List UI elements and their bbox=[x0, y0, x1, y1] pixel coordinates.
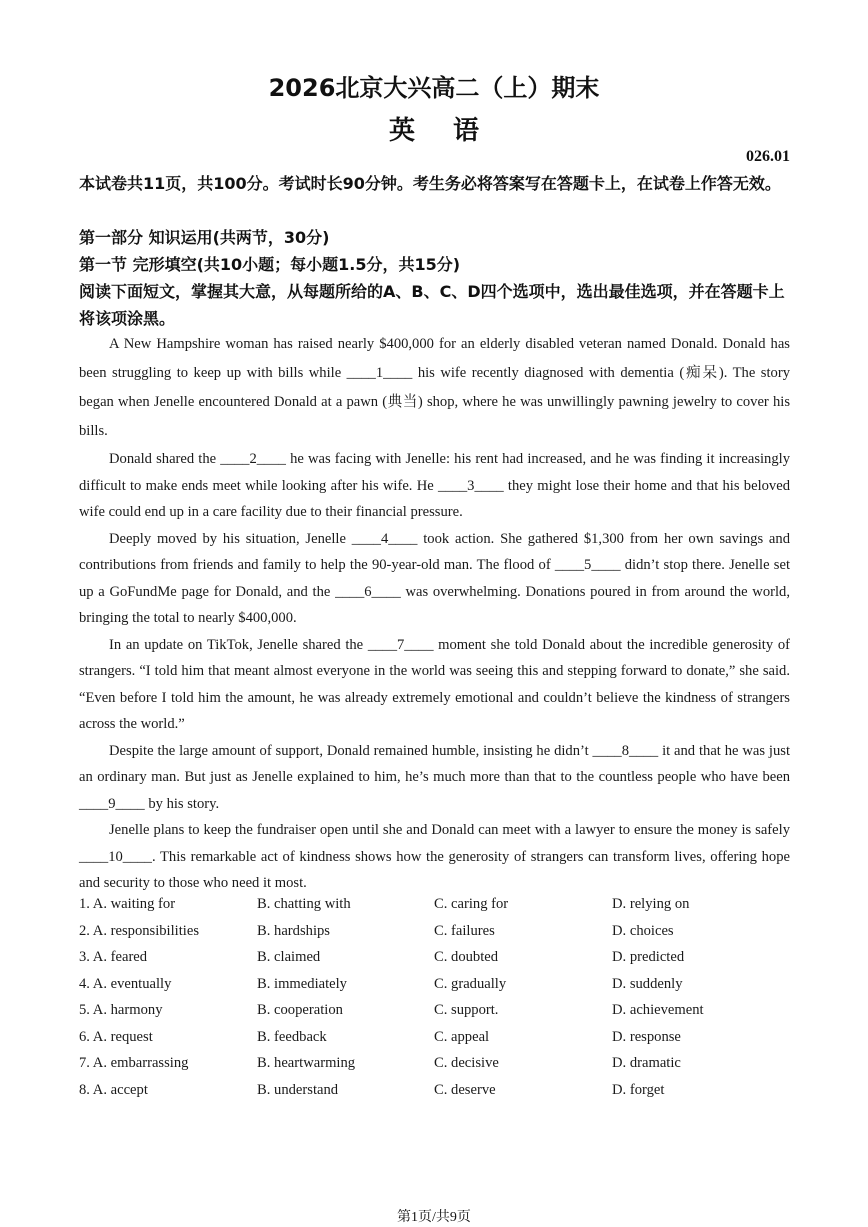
question-options bbox=[79, 1050, 799, 1077]
part-heading: 第一部分 知识运用(共两节，30分) bbox=[79, 228, 330, 247]
option-a: 1. A. waiting for bbox=[79, 896, 176, 912]
question-options bbox=[79, 891, 799, 918]
section-directions: 阅读下面短文，掌握其大意，从每题所给的A、B、C、D四个选项中，选出最佳选项，并在答题卡上将该项涂黑。 bbox=[79, 282, 785, 328]
passage-paragraph: Despite the large amount of support, Donald remained humble, insisting he didn’t ____8____ it and that he was just an ordinary man. But just as Jenelle explained to him, he’s much more than that to the countless people who have been ____9____ by his story. bbox=[79, 742, 790, 812]
option-d: D. suddenly bbox=[612, 975, 683, 992]
option-b: B. heartwarming bbox=[257, 1055, 356, 1071]
option-c: C. doubted bbox=[434, 949, 499, 965]
passage-paragraph: Donald shared the ____2____ he was facing with Jenelle: his rent had increased, and he was finding it increasingly difficult to make ends meet while looking after his wife. He ____3____ they might lose their home and that his beloved wife could end up in a care facility due to their financial pressure. bbox=[79, 451, 790, 520]
option-d: D. choices bbox=[612, 922, 674, 939]
option-b: B. claimed bbox=[257, 949, 321, 965]
option-b: B. understand bbox=[257, 1081, 339, 1098]
question-options bbox=[79, 1077, 799, 1104]
question-options bbox=[79, 971, 799, 998]
question-options bbox=[79, 1024, 799, 1051]
option-a: 8. A. accept bbox=[79, 1081, 148, 1098]
option-d: D. relying on bbox=[612, 896, 690, 912]
option-c: C. caring for bbox=[434, 896, 509, 912]
exam-instructions: 本试卷共11页，共100分。考试时长90分钟。考生务必将答案写在答题卡上，在试卷上作答无效。 bbox=[79, 174, 781, 193]
question-options bbox=[79, 997, 799, 1024]
section-heading: 第一节 完形填空(共10小题；每小题1.5分，共15分) bbox=[79, 255, 461, 274]
cloze-passage bbox=[79, 330, 790, 897]
option-d: D. achievement bbox=[612, 1002, 704, 1018]
subject-title: 英语 bbox=[388, 116, 517, 146]
option-a: 3. A. feared bbox=[79, 949, 148, 965]
option-d: D. response bbox=[612, 1028, 681, 1045]
option-d: D. forget bbox=[612, 1081, 665, 1098]
option-d: D. dramatic bbox=[612, 1055, 681, 1071]
option-c: C. support. bbox=[434, 1002, 499, 1018]
passage-paragraph: A New Hampshire woman has raised nearly $400,000 for an elderly disabled veteran named Donald. Donald has been struggling to keep up with bills while ____1____ his wife recently diagnosed with dementia (痴呆). The story began when Jenelle encountered Donald at a pawn (典当) shop, where he was unwillingly pawning jewelry to cover his bills. bbox=[79, 336, 790, 439]
option-b: B. cooperation bbox=[257, 1002, 343, 1018]
option-c: C. gradually bbox=[434, 975, 507, 992]
passage-paragraph: Jenelle plans to keep the fundraiser open until she and Donald can meet with a lawyer to ensure the money is safely ____10____. This remarkable act of kindness shows how the generosity of strangers can transform lives, offering hope and security to those who need it most. bbox=[79, 822, 790, 891]
option-a: 7. A. embarrassing bbox=[79, 1055, 189, 1071]
question-options bbox=[79, 918, 799, 945]
option-b: B. feedback bbox=[257, 1028, 327, 1045]
date-code: 026.01 bbox=[746, 148, 790, 165]
option-a: 2. A. responsibilities bbox=[79, 922, 199, 939]
page-number: 第1页/共9页 bbox=[397, 1210, 471, 1225]
option-c: C. deserve bbox=[434, 1081, 496, 1098]
option-a: 4. A. eventually bbox=[79, 975, 172, 992]
exam-title: 2026北京大兴高二（上）期末 bbox=[268, 74, 600, 102]
option-b: B. immediately bbox=[257, 975, 347, 992]
option-b: B. hardships bbox=[257, 922, 330, 939]
option-a: 5. A. harmony bbox=[79, 1002, 163, 1018]
passage-paragraph: In an update on TikTok, Jenelle shared the ____7____ moment she told Donald about the incredible generosity of strangers. “I told him that meant almost everyone in the world was seeing this and stepping forward to donate,” she said. “Even before I told him the amount, he was already extremely emotional and couldn’t believe the kindness of strangers across the world.” bbox=[79, 636, 790, 732]
options-list bbox=[79, 891, 799, 1103]
option-a: 6. A. request bbox=[79, 1028, 153, 1045]
question-options bbox=[79, 944, 799, 971]
option-c: C. appeal bbox=[434, 1028, 490, 1045]
option-c: C. failures bbox=[434, 922, 495, 939]
option-c: C. decisive bbox=[434, 1055, 499, 1071]
option-b: B. chatting with bbox=[257, 896, 351, 912]
passage-paragraph: Deeply moved by his situation, Jenelle ____4____ took action. She gathered $1,300 from her own savings and contributions from friends and family to help the 90-year-old man. The flood of ____5____ didn’t stop there. Jenelle set up a GoFundMe page for Donald, and the ____6____ was overwhelming. Donations poured in from around the world, bringing the total to nearly $400,000. bbox=[79, 530, 790, 626]
option-d: D. predicted bbox=[612, 949, 685, 965]
